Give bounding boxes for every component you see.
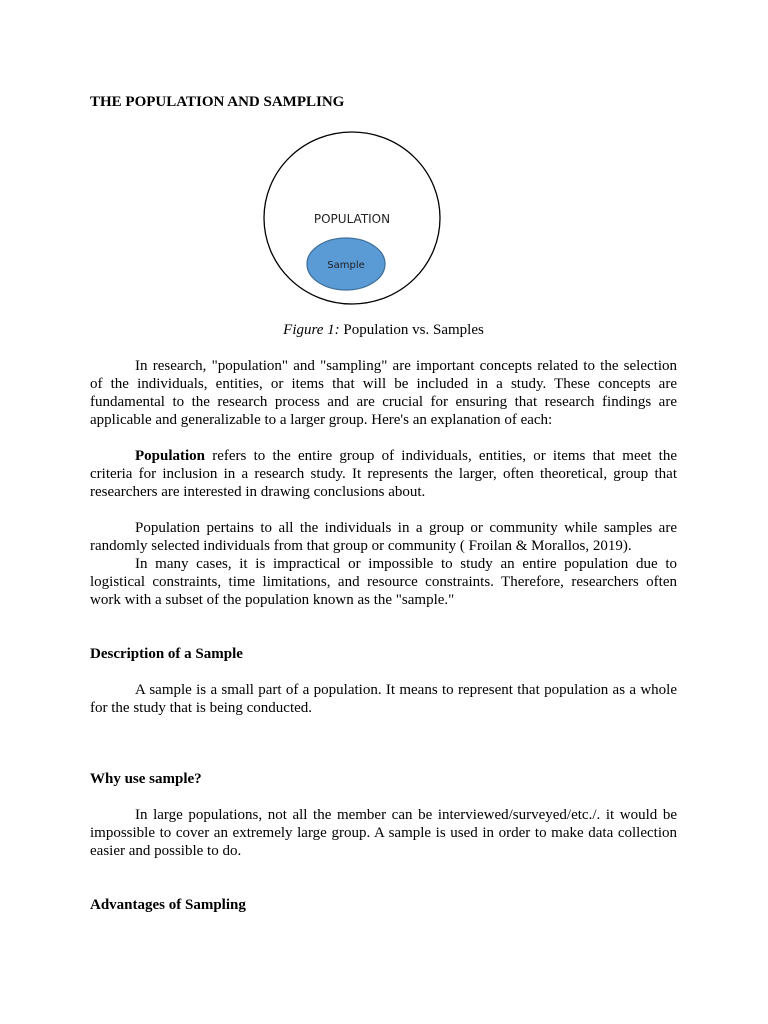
figure-caption <box>90 321 677 339</box>
intro-paragraph: In research, "population" and "sampling" are important concepts related to the selection of the individuals, entities, or items that will be included in a study. These concepts are fundamental to the research process and are crucial for ensuring that research findings are applicable and generalizable to a larger group. Here's an explanation of each: <box>90 358 677 428</box>
figure-caption-text: Population vs. Samples <box>339 322 484 338</box>
population-diagram <box>90 111 677 307</box>
sample-paragraph: A sample is a small part of a population. It means to represent that population as a whole for the study that is being conducted. <box>90 682 677 716</box>
why-paragraph: In large populations, not all the member can be interviewed/surveyed/etc./. it would be impossible to cover an extremely large group. A sample is used in order to make data collection easier and possible to do. <box>90 807 677 859</box>
document-title: THE POPULATION AND SAMPLING <box>90 94 345 110</box>
sample-label: Sample <box>327 260 365 271</box>
figure-caption-label: Figure 1: <box>283 322 340 338</box>
population-definition-text: refers to the entire group of individuals, entities, or items that meet the criteria for inclusion in a research study. It represents the larger, often theoretical, group that researchers are interested in drawing conclusions about. <box>90 448 677 500</box>
population-definition <box>90 447 677 501</box>
why-heading: Why use sample? <box>90 771 202 787</box>
sample-heading: Description of a Sample <box>90 646 243 662</box>
population-label: POPULATION <box>313 212 391 226</box>
population-sample-figure <box>90 111 677 307</box>
document-page <box>90 93 677 914</box>
population-paragraph-2: Population pertains to all the individuals in a group or community while samples are randomly selected individuals from that group or community ( Froilan & Morallos, 2019). <box>90 520 677 554</box>
advantages-heading: Advantages of Sampling <box>90 897 246 913</box>
population-term: Population <box>135 448 206 464</box>
population-paragraph-3: In many cases, it is impractical or impossible to study an entire population due to logistical constraints, time limitations, and resource constraints. Therefore, researchers often work with a subset of the population known as the "sample." <box>90 556 677 608</box>
